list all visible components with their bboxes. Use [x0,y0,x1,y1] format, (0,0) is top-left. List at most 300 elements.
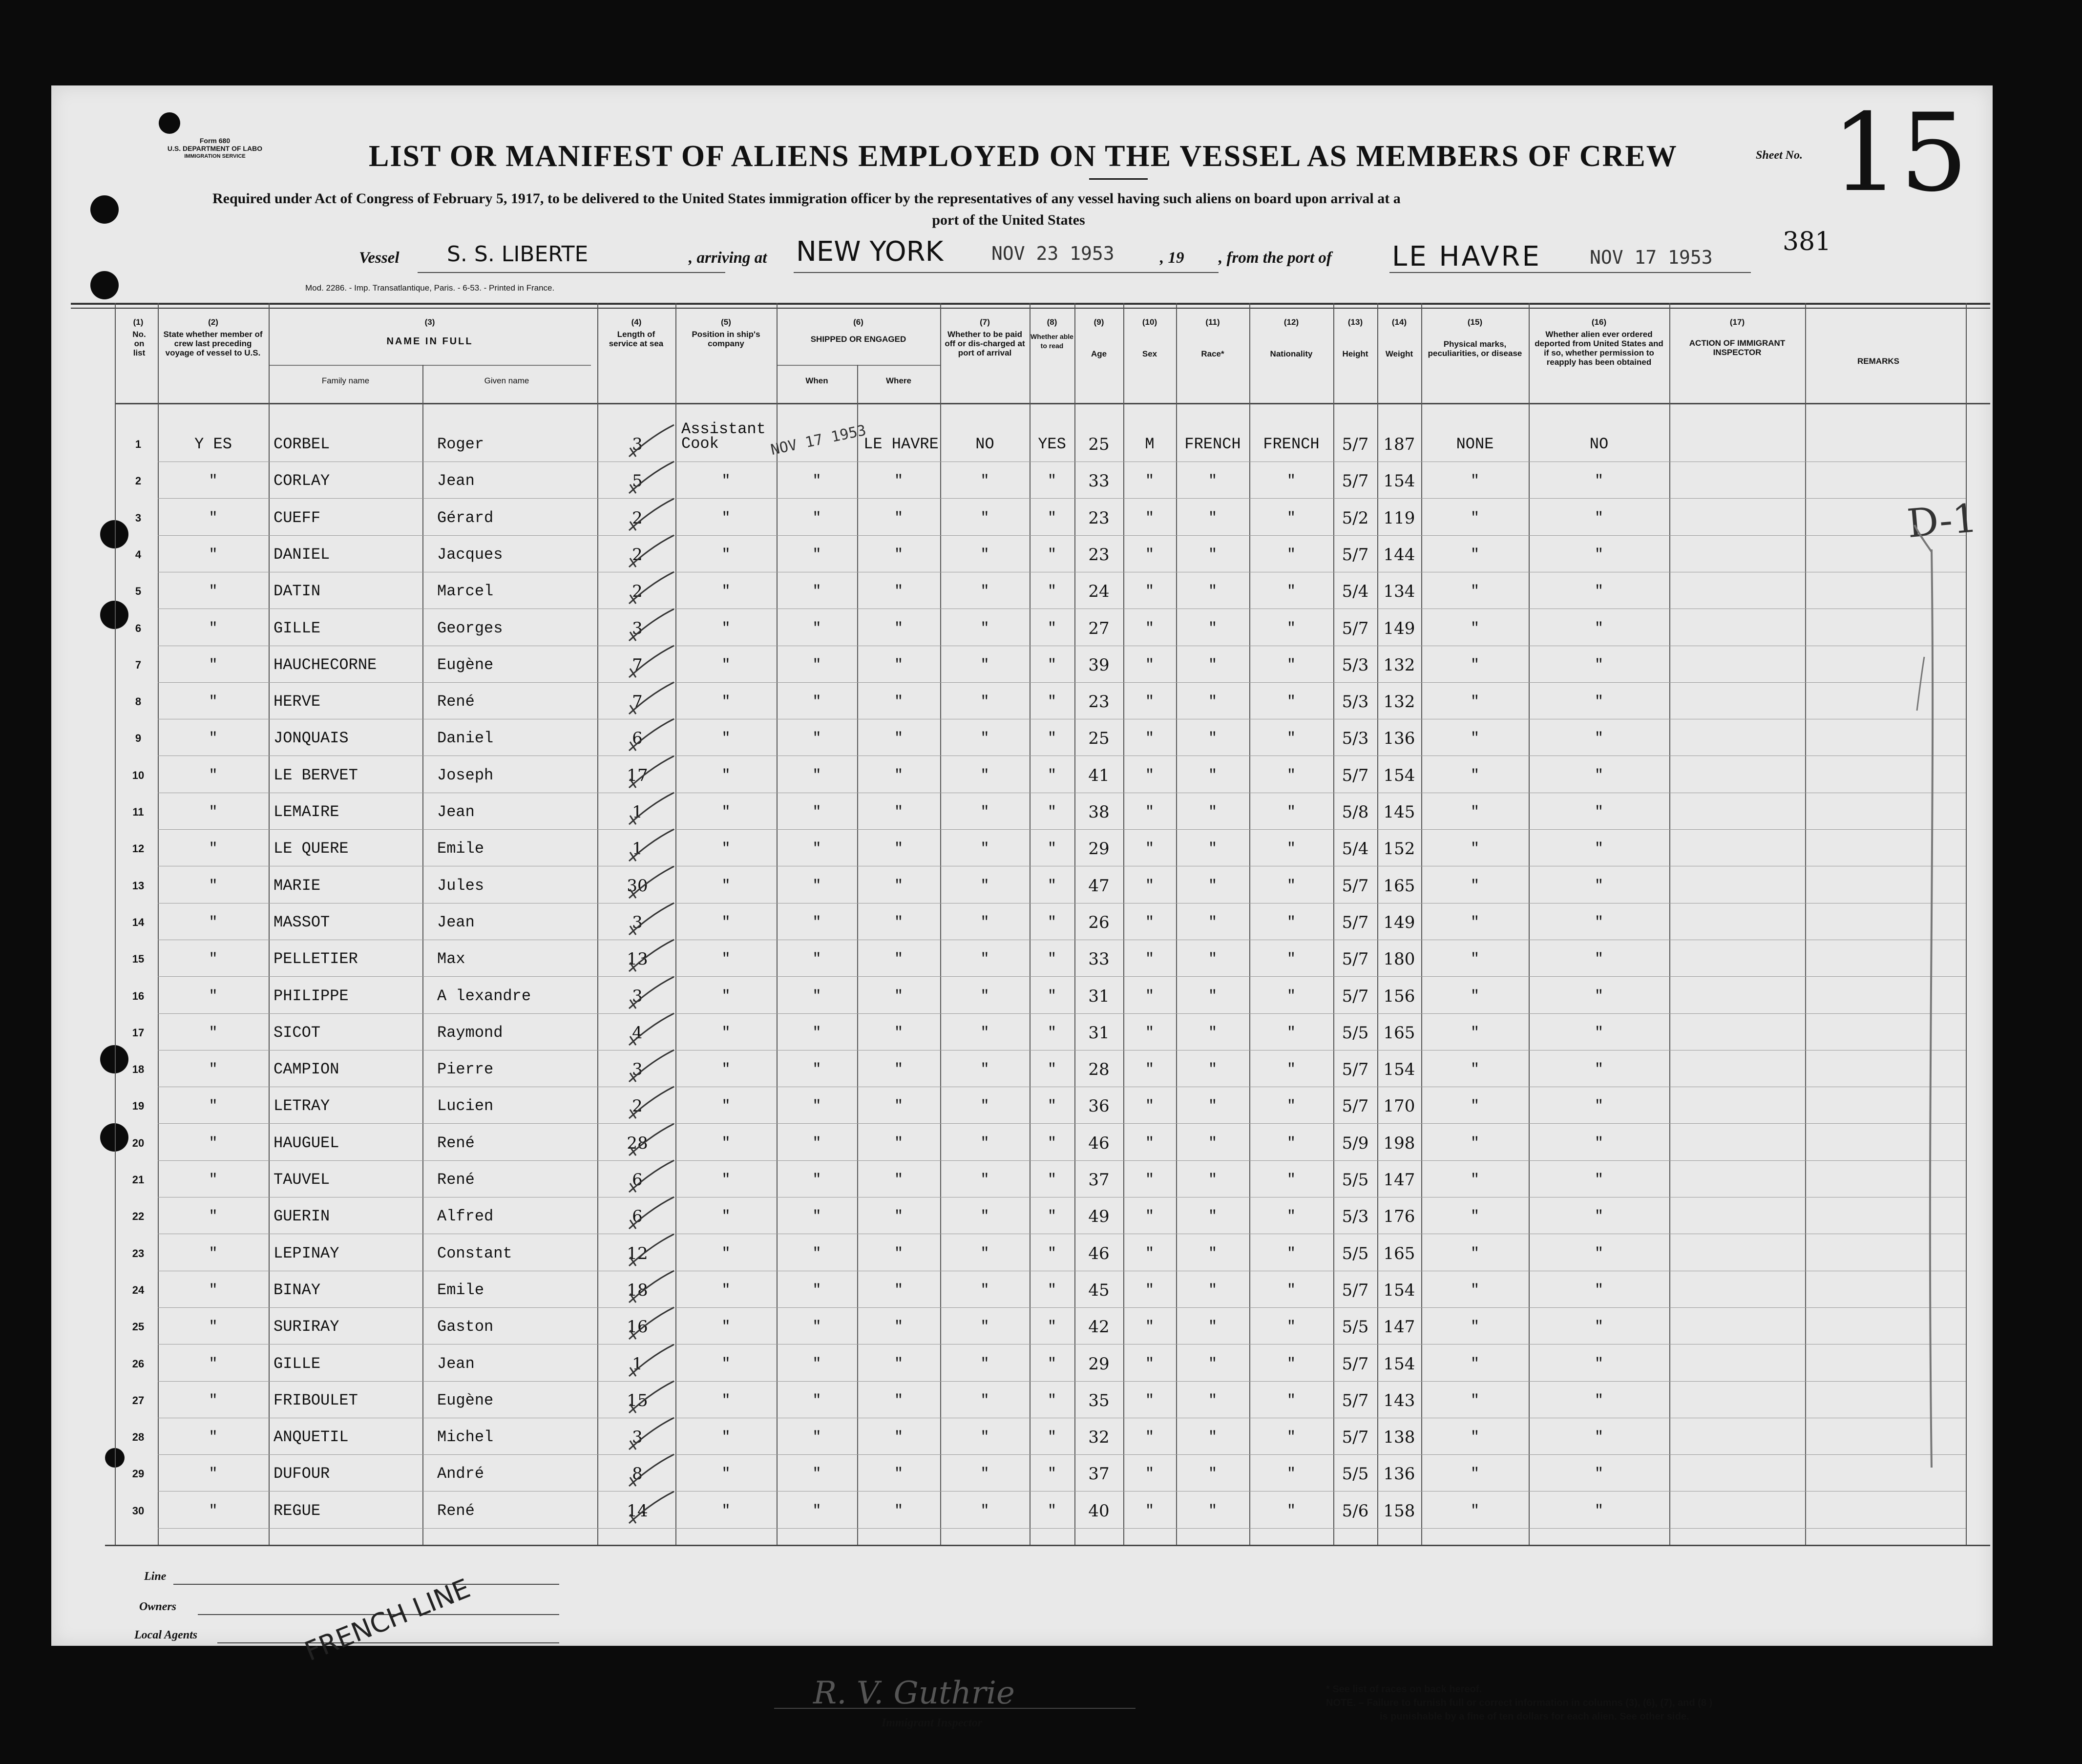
service-length: 2 [632,508,643,528]
family-name: LE BERVET [273,766,358,784]
agents-underline [217,1642,559,1643]
check-mark-icon [625,754,679,793]
crew-state-ditto: " [209,1356,218,1372]
given-name: Gaston [437,1318,494,1336]
deported-status-ditto: " [1594,657,1603,673]
service-length: 17 [627,766,648,785]
deported-status-ditto: " [1594,620,1603,637]
table-bottom-rule [105,1545,1990,1546]
col-num: (11) [1205,317,1220,327]
family-name: DUFOUR [273,1465,330,1483]
given-name: Emile [437,1281,484,1299]
row-number: 3 [135,512,142,524]
row-number: 25 [132,1321,145,1333]
col-num: (1) [133,317,144,327]
col-num: (3) [424,317,435,327]
deported-status-ditto: " [1594,730,1603,747]
row-number: 8 [135,695,142,708]
shipped-where-ditto: " [894,988,903,1005]
crew-state-ditto: " [209,1208,218,1225]
given-name: René [437,1171,475,1189]
height: 5/4 [1342,582,1369,601]
position-ditto: " [721,546,731,563]
row-rule [158,1528,1966,1529]
crew-table [51,85,1993,1646]
shipped-when-ditto: " [812,1466,821,1482]
paid-off-ditto: " [980,510,989,526]
able-to-read-ditto: " [1047,620,1056,637]
service-length: 3 [632,619,643,638]
sex-ditto: " [1145,1098,1154,1114]
position-ditto: " [721,804,731,820]
row-number: 24 [132,1284,145,1296]
race-ditto: " [1208,878,1217,894]
able-to-read-ditto: " [1047,546,1056,563]
shipped-where-ditto: " [894,546,903,563]
weight: 156 [1383,987,1415,1006]
service-length: 2 [632,545,643,565]
sex-ditto: " [1145,730,1154,747]
shipped-where-ditto: " [894,1061,903,1078]
age: 27 [1088,619,1110,638]
shipped-when-ditto: " [812,1098,821,1114]
nationality-ditto: " [1286,693,1296,710]
check-mark-icon [625,901,679,940]
crew-state-ditto: " [209,951,218,967]
weight: 132 [1383,692,1415,712]
physical-marks-ditto: " [1470,767,1479,784]
check-mark-icon [625,1342,679,1381]
shipped-where-ditto: " [894,1282,903,1299]
paid-off-ditto: " [980,730,989,747]
crew-state-ditto: " [209,988,218,1005]
crew-state-ditto: " [209,878,218,894]
col-crew-state: State whether member of crew last preceding voyage of vessel to U.S. [163,330,263,357]
age: 38 [1088,802,1110,822]
check-mark-icon [625,533,679,572]
family-name: HAUGUEL [273,1134,339,1152]
deported-status-ditto: " [1594,1025,1603,1041]
physical-marks-ditto: " [1470,583,1479,600]
able-to-read-ditto: " [1047,473,1056,489]
shipped-when-ditto: " [812,620,821,637]
able-to-read-ditto: " [1047,1282,1056,1299]
shipped-where-ditto: " [894,1429,903,1446]
col-num: (17) [1729,317,1745,327]
column-rule [1669,303,1670,1545]
col-given-name: Given name [484,376,529,385]
crew-state-ditto: " [209,1245,218,1262]
crew-state-ditto: " [209,1025,218,1041]
column-rule [597,303,598,1545]
column-rule [269,303,270,1545]
race-ditto: " [1208,1392,1217,1409]
shipped-when-ditto: " [812,951,821,967]
weight: 180 [1383,949,1415,969]
crew-state-ditto: " [209,1135,218,1152]
service-length: 2 [632,582,643,601]
weight: 154 [1383,1281,1415,1300]
height: 5/3 [1342,692,1369,712]
able-to-read-ditto: " [1047,988,1056,1005]
nationality-ditto: " [1286,473,1296,489]
sex-ditto: " [1145,914,1154,931]
height: 5/7 [1342,766,1369,785]
age: 26 [1088,913,1110,932]
year-label: , 19 [1160,249,1184,267]
deported-status-ditto: " [1594,840,1603,857]
family-name: FRIBOULET [273,1391,358,1409]
sex-ditto: " [1145,657,1154,673]
family-name: CUEFF [273,509,321,527]
nationality-ditto: " [1286,1135,1296,1152]
family-name: LEMAIRE [273,803,339,821]
able-to-read-ditto: " [1047,1429,1056,1446]
sex-ditto: " [1145,951,1154,967]
race-ditto: " [1208,1135,1217,1152]
age: 33 [1088,949,1110,969]
physical-marks: NONE [1456,435,1494,453]
sex-ditto: " [1145,1429,1154,1446]
table-top-rule [71,308,1990,309]
height: 5/7 [1342,949,1369,969]
shipped-where: LE HAVRE [863,435,939,453]
sex-ditto: " [1145,840,1154,857]
physical-marks-ditto: " [1470,1061,1479,1078]
nationality-ditto: " [1286,1172,1296,1188]
given-name: Georges [437,619,503,637]
weight: 132 [1383,655,1415,675]
shipped-when-ditto: " [812,546,821,563]
paid-off-ditto: " [980,1172,989,1188]
from-port-label: , from the port of [1219,249,1332,267]
shipped-when-ditto: " [812,1282,821,1299]
height: 5/7 [1342,619,1369,638]
given-name: Roger [437,435,484,453]
service-length: 3 [632,1060,643,1079]
paid-off-ditto: " [980,878,989,894]
able-to-read: YES [1038,435,1066,453]
family-name: LEPINAY [273,1244,339,1262]
given-name: René [437,1502,475,1520]
check-mark-icon [625,1158,679,1197]
row-number: 13 [132,880,145,892]
physical-marks-ditto: " [1470,840,1479,857]
crew-state-ditto: " [209,1503,218,1519]
age: 47 [1088,876,1110,896]
race-ditto: " [1208,1466,1217,1482]
row-number: 30 [132,1505,145,1517]
age: 46 [1088,1244,1110,1263]
shipped-where-ditto: " [894,951,903,967]
given-name: Alfred [437,1207,494,1225]
nationality-ditto: " [1286,914,1296,931]
service-length: 1 [632,802,643,822]
physical-marks-ditto: " [1470,1208,1479,1225]
row-number: 7 [135,659,142,671]
family-name: CORLAY [273,472,330,490]
position-ditto: " [721,1392,731,1409]
check-mark-icon [625,974,679,1013]
deported-status-ditto: " [1594,1172,1603,1188]
shipped-when-ditto: " [812,1429,821,1446]
physical-marks-ditto: " [1470,988,1479,1005]
given-name: Michel [437,1428,494,1446]
weight: 149 [1383,913,1415,932]
row-number: 17 [132,1027,145,1039]
given-name: Raymond [437,1024,503,1042]
check-mark-icon [625,1232,679,1271]
deported-status-ditto: " [1594,546,1603,563]
inspector-label: Immigrant Inspector [882,1717,983,1729]
deported-status-ditto: " [1594,1392,1603,1409]
crew-state-ditto: " [209,914,218,931]
crew-state-ditto: " [209,804,218,820]
shipped-when-ditto: " [812,1208,821,1225]
row-number: 12 [132,842,145,855]
service-length: 4 [632,1023,643,1043]
arriving-label: , arriving at [689,249,767,267]
col-num: (6) [853,317,863,327]
position-ditto: " [721,1135,731,1152]
deported-status-ditto: " [1594,1319,1603,1335]
col-name-in-full: NAME IN FULL [386,336,473,347]
deported-status-ditto: " [1594,988,1603,1005]
able-to-read-ditto: " [1047,1208,1056,1225]
service-length: 6 [632,1207,643,1226]
weight: 136 [1383,1464,1415,1484]
able-to-read-ditto: " [1047,730,1056,747]
paid-off: NO [975,435,994,453]
nationality-ditto: " [1286,1025,1296,1041]
height: 5/3 [1342,1207,1369,1226]
height: 5/7 [1342,1391,1369,1410]
nationality-ditto: " [1286,1245,1296,1262]
check-mark-icon [625,1489,679,1528]
position-ditto: " [721,1466,731,1482]
page-title: LIST OR MANIFEST OF ALIENS EMPLOYED ON THE VESSEL AS MEMBERS OF CREW [369,140,1678,173]
shipped-when-ditto: " [812,914,821,931]
paid-off-ditto: " [980,583,989,600]
printer-line: Mod. 2286. - Imp. Transatlantique, Paris. - 6-53. - Printed in France. [305,283,555,293]
height: 5/7 [1342,1354,1369,1374]
service-length: 3 [632,435,643,454]
row-rule [158,682,1966,683]
crew-state-ditto: " [209,1392,218,1409]
physical-marks-ditto: " [1470,1429,1479,1446]
sex-ditto: " [1145,583,1154,600]
physical-marks-ditto: " [1470,1466,1479,1482]
col-deported: Whether alien ever ordered deported from United States and if so, whether permission to reapply has been obtained [1535,330,1663,367]
age: 23 [1088,508,1110,528]
row-rule [158,498,1966,499]
weight: 138 [1383,1428,1415,1447]
shipped-where-ditto: " [894,693,903,710]
given-name: Jean [437,472,475,490]
sex-ditto: " [1145,1503,1154,1519]
physical-marks-ditto: " [1470,1282,1479,1299]
given-name: René [437,693,475,711]
check-mark-icon [625,643,679,682]
col-height: Height [1342,349,1368,358]
position-ditto: " [721,1245,731,1262]
shipped-when-ditto: " [812,804,821,820]
height: 5/7 [1342,471,1369,491]
service-length: 8 [632,1464,643,1484]
nationality-ditto: " [1286,730,1296,747]
height: 5/7 [1342,545,1369,565]
able-to-read-ditto: " [1047,1135,1056,1152]
race-ditto: " [1208,1061,1217,1078]
position-ditto: " [721,1503,731,1519]
deported-status-ditto: " [1594,583,1603,600]
given-name: Jules [437,877,484,895]
physical-marks-ditto: " [1470,1098,1479,1114]
given-name: Eugène [437,1391,494,1409]
deported-status-ditto: " [1594,1208,1603,1225]
position-ditto: " [721,583,731,600]
inspector-signature: R. V. Guthrie [813,1675,1015,1711]
position-ditto: " [721,951,731,967]
column-rule [422,365,423,1545]
race-ditto: " [1208,1098,1217,1114]
weight: 152 [1383,839,1415,859]
age: 31 [1088,987,1110,1006]
row-number: 28 [132,1431,145,1443]
nationality-ditto: " [1286,1319,1296,1335]
nationality-ditto: " [1286,1282,1296,1299]
col-num: (8) [1047,317,1057,327]
shipped-where-ditto: " [894,583,903,600]
height: 5/9 [1342,1134,1369,1153]
physical-marks-ditto: " [1470,951,1479,967]
service-length: 3 [632,1428,643,1447]
physical-marks-ditto: " [1470,1135,1479,1152]
table-top-rule [71,303,1990,305]
given-name: Eugène [437,656,494,674]
able-to-read-ditto: " [1047,951,1056,967]
col-num: (10) [1142,317,1157,327]
paid-off-ditto: " [980,1429,989,1446]
crew-state-ditto: " [209,1061,218,1078]
age: 31 [1088,1023,1110,1043]
family-name: CAMPION [273,1060,339,1078]
name-subheader-rule [269,365,591,366]
position-line: Cook [681,435,719,453]
weight: 149 [1383,619,1415,638]
given-name: René [437,1134,475,1152]
weight: 187 [1383,435,1415,454]
shipped-where-ditto: " [894,804,903,820]
paid-off-ditto: " [980,620,989,637]
position-ditto: " [721,878,731,894]
family-name: DANIEL [273,546,330,564]
form-line: U.S. DEPARTMENT OF LABO [167,145,263,152]
col-sex: Sex [1142,349,1157,358]
check-mark-icon [625,716,679,756]
row-number: 27 [132,1394,145,1407]
col-num: (16) [1591,317,1607,327]
race-ditto: " [1208,510,1217,526]
col-num: (15) [1467,317,1483,327]
remarks-code: D-1 [1905,495,1979,547]
paid-off-ditto: " [980,1282,989,1299]
row-number: 9 [135,732,142,744]
col-remarks: REMARKS [1857,357,1899,366]
service-length: 18 [627,1281,648,1300]
deported-status-ditto: " [1594,804,1603,820]
weight: 165 [1383,876,1415,896]
deported-status-ditto: " [1594,1429,1603,1446]
check-mark-icon [625,1084,679,1123]
weight: 154 [1383,766,1415,785]
deported-status-ditto: " [1594,1098,1603,1114]
check-mark-icon [625,1379,679,1418]
family-name: PELLETIER [273,950,358,968]
physical-marks-ditto: " [1470,914,1479,931]
crew-state-ditto: " [209,1282,218,1299]
race-ditto: " [1208,473,1217,489]
height: 5/4 [1342,839,1369,859]
given-name: Lucien [437,1097,494,1115]
weight: 154 [1383,1060,1415,1079]
height: 5/8 [1342,802,1369,822]
able-to-read-ditto: " [1047,767,1056,784]
header-bottom-rule [115,403,1990,404]
col-action: ACTION OF IMMIGRANT INSPECTOR [1689,338,1786,357]
col-num: (2) [208,317,218,327]
service-length: 6 [632,729,643,748]
shipped-where-ditto: " [894,657,903,673]
age: 37 [1088,1464,1110,1484]
physical-marks-ditto: " [1470,1356,1479,1372]
able-to-read-ditto: " [1047,1503,1056,1519]
height: 5/7 [1342,987,1369,1006]
col-race: Race* [1201,349,1224,358]
sex-ditto: " [1145,1466,1154,1482]
weight: 147 [1383,1170,1415,1190]
manifest-sheet [51,85,1993,1729]
age: 45 [1088,1281,1110,1300]
height: 5/7 [1342,913,1369,932]
sex-ditto: " [1145,1319,1154,1335]
position-ditto: " [721,1025,731,1041]
given-name: Jean [437,1355,475,1373]
check-mark-icon [625,937,679,976]
race-ditto: " [1208,620,1217,637]
row-number: 1 [135,438,142,450]
able-to-read-ditto: " [1047,840,1056,857]
paid-off-ditto: " [980,1466,989,1482]
check-mark-icon [625,1121,679,1160]
weight: 170 [1383,1096,1415,1116]
col-num: (5) [721,317,731,327]
position-ditto: " [721,620,731,637]
service-length: 30 [627,876,648,896]
race-ditto: " [1208,1282,1217,1299]
crew-state-ditto: " [209,1429,218,1446]
service-length: 28 [627,1134,648,1153]
position-ditto: " [721,988,731,1005]
family-name: JONQUAIS [273,729,349,747]
sheet-number: 15 [1831,90,1968,215]
row-rule [158,1013,1966,1014]
age: 32 [1088,1428,1110,1447]
sex: M [1145,435,1155,453]
shipped-when-ditto: " [812,583,821,600]
footer-notes [1326,1682,1814,1723]
age: 35 [1088,1391,1110,1410]
